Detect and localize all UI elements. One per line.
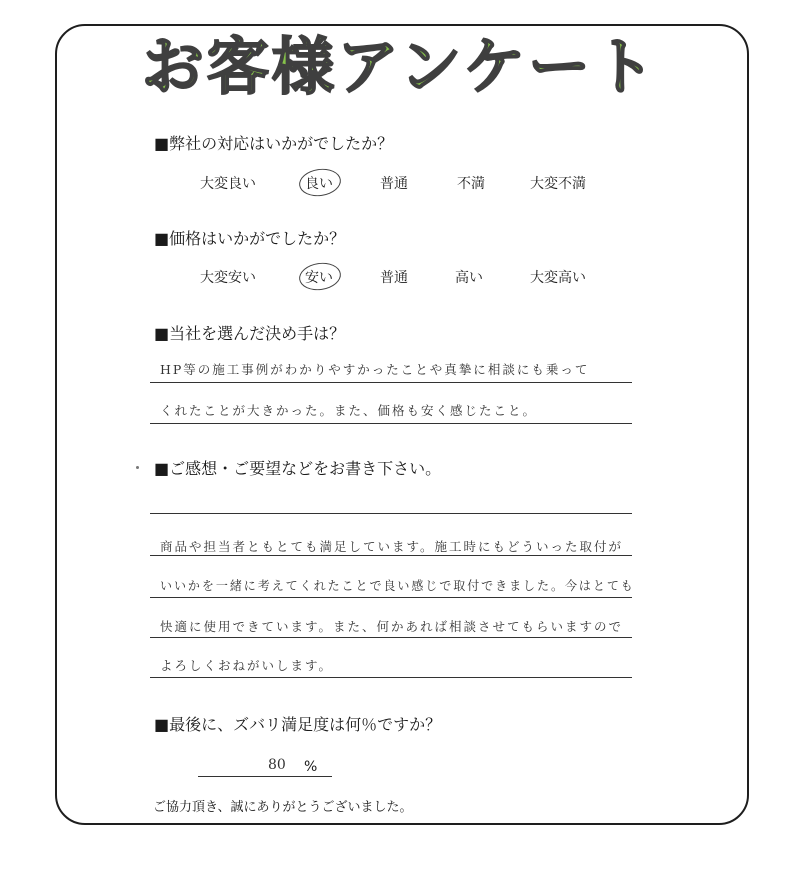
price-option-expensive[interactable]: 高い	[455, 270, 483, 286]
thank-you-note: ご協力頂き、誠にありがとうございました。	[153, 800, 413, 815]
question-comments: ■ご感想・ご要望などをお書き下さい。	[154, 459, 442, 478]
satisfaction-value: 80	[268, 757, 286, 773]
answer-rule-line	[150, 597, 632, 598]
answer-rule-line	[150, 423, 632, 424]
answer-rule-line	[150, 382, 632, 383]
question-price: ■価格はいかがでしたか？	[154, 229, 346, 248]
satisfaction-rule-line	[198, 776, 332, 777]
handwritten-answer-line: 商品や担当者ともとても満足しています。施工時にもどういった取付が	[160, 539, 624, 554]
service-option-normal[interactable]: 普通	[380, 176, 408, 192]
service-option-very-dissatisfied[interactable]: 大変不満	[530, 176, 586, 192]
service-option-good[interactable]: 良い	[305, 176, 333, 192]
handwritten-answer-line: HP等の施工事例がわかりやすかったことや真摯に相談にも乗って	[160, 362, 590, 377]
scan-speck	[136, 466, 139, 469]
survey-title: お客様アンケート	[141, 30, 659, 103]
price-option-very-cheap[interactable]: 大変安い	[200, 270, 256, 286]
answer-rule-line	[150, 677, 632, 678]
answer-rule-line	[150, 513, 632, 514]
service-option-very-good[interactable]: 大変良い	[200, 176, 256, 192]
handwritten-answer-line: 快適に使用できています。また、何かあれば相談させてもらいますので	[160, 619, 624, 634]
question-deciding-factor: ■当社を選んだ決め手は？	[154, 324, 346, 343]
question-satisfaction: ■最後に、ズバリ満足度は何％ですか？	[154, 715, 442, 734]
service-option-dissatisfied[interactable]: 不満	[457, 176, 485, 192]
percent-unit: %	[304, 759, 318, 775]
handwritten-answer-line: よろしくおねがいします。	[160, 658, 334, 673]
price-option-normal[interactable]: 普通	[380, 270, 408, 286]
handwritten-answer-line: くれたことが大きかった。また、価格も安く感じたこと。	[160, 403, 538, 418]
question-service: ■弊社の対応はいかがでしたか？	[154, 134, 394, 153]
price-option-very-expensive[interactable]: 大変高い	[530, 270, 586, 286]
handwritten-answer-line: いいかを一緒に考えてくれたことで良い感じで取付できました。今はとても	[160, 578, 635, 593]
price-option-cheap[interactable]: 安い	[305, 270, 333, 286]
answer-rule-line	[150, 637, 632, 638]
answer-rule-line	[150, 555, 632, 556]
